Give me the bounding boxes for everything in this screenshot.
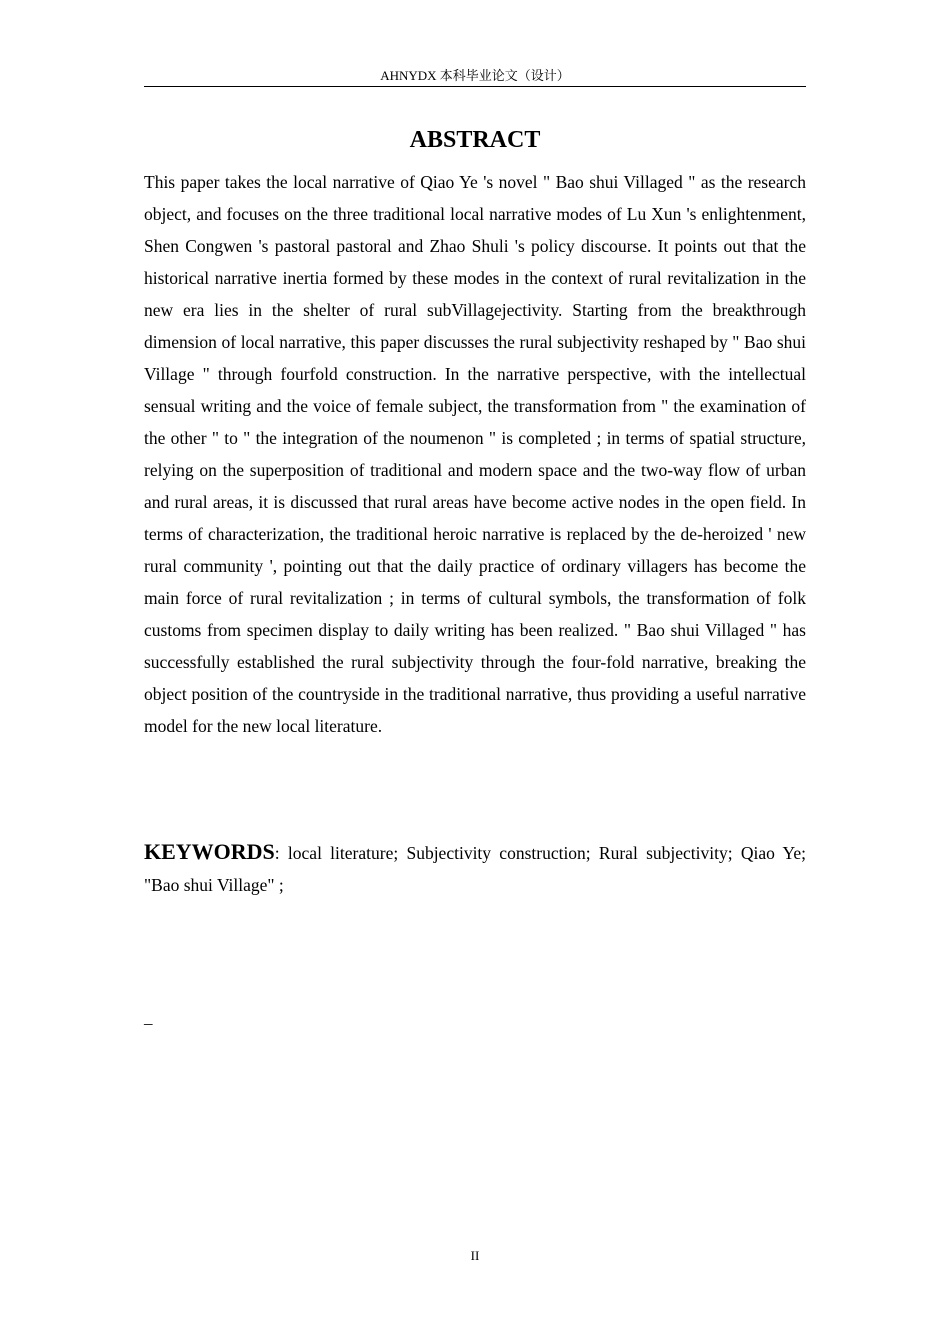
keywords-paragraph [144,836,806,901]
page-number: II [470,1248,480,1263]
keywords-label: KEYWORDS [144,839,275,864]
running-header: AHNYDX 本科毕业论文（设计） [144,68,806,87]
stray-underscore-mark: _ [144,1008,153,1027]
abstract-body: This paper takes the local narrative of Qiao Ye 's novel " Bao shui Villaged " as the research object, and focuses on the three traditional local narrative modes of Lu Xun 's enlightenment, Shen Congwen 's pastoral pastoral and Zhao Shuli 's policy discourse. It points out that the historical narrative inertia formed by these modes in the context of rural revitalization in the new era lies in the shelter of rural subVillagejectivity. Starting from the breakthrough dimension of local narrative, this paper discusses the rural subjectivity reshaped by " Bao shui Village " through fourfold construction. In the narrative perspective, with the intellectual sensual writing and the voice of female subject, the transformation from " the examination of the other " to " the integration of the noumenon " is completed ; in terms of spatial structure, relying on the superposition of traditional and modern space and the two-way flow of urban and rural areas, it is discussed that rural areas have become active nodes in the open field. In terms of characterization, the traditional heroic narrative is replaced by the de-heroized ' new rural community ', pointing out that the daily practice of ordinary villagers has become the main force of rural revitalization ; in terms of cultural symbols, the transformation of folk customs from specimen display to daily writing has been realized. " Bao shui Villaged " has successfully established the rural subjectivity through the four-fold narrative, breaking the object position of the countryside in the traditional narrative, thus providing a useful narrative model for the new local literature. [144,172,806,736]
keywords-text: : local literature; Subjectivity construction; Rural subjectivity; Qiao Ye; "Bao shui Village" ; [144,843,806,895]
abstract-title: ABSTRACT [409,127,541,153]
